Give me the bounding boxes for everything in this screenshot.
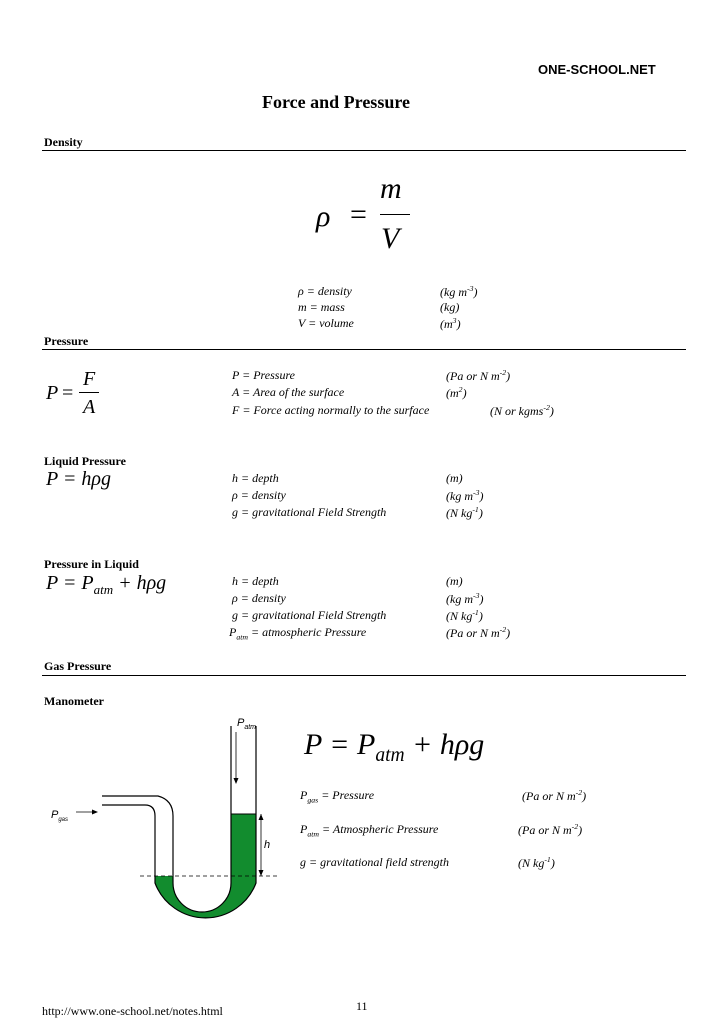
- gas-pressure-divider: [42, 675, 686, 676]
- variable-unit: (kg $m^{-3}$): [446, 591, 484, 606]
- footer-url-link[interactable]: http://www.one-school.net/notes.html: [42, 1004, 223, 1018]
- formula-lhs: ρ: [316, 200, 331, 233]
- variable-unit: (N $kg^{-1}$): [446, 505, 483, 520]
- variable-unit: (Pa or N $m^{-2}$): [446, 368, 511, 383]
- variable-definition: h = depth: [232, 471, 279, 485]
- density-heading: Density: [44, 135, 83, 149]
- height-label: h: [264, 839, 271, 851]
- variable-definition: ρ = density: [232, 488, 286, 502]
- variable-definition: P = Pressure: [232, 368, 295, 382]
- density-divider: [42, 150, 686, 151]
- fraction-bar: [79, 392, 99, 393]
- gas-pressure-heading: Gas Pressure: [44, 659, 112, 673]
- variable-unit: (kg): [440, 300, 460, 314]
- variable-unit: (N $kg^{-1}$): [446, 608, 483, 623]
- variable-definition: A = Area of the surface: [232, 385, 345, 399]
- pressure-in-liquid-formula: $P = P_{atm} + h\rho g$: [46, 572, 167, 597]
- gas-pressure-label: $P_{gas}$: [51, 809, 69, 823]
- variable-definition: h = depth: [232, 574, 279, 588]
- liquid-pressure-formula: P = hρg: [46, 468, 111, 490]
- variable-unit: (N $kg^{-1}$): [518, 855, 555, 870]
- variable-unit: $(m^2)$: [446, 385, 467, 400]
- height-arrow-head: [259, 870, 264, 876]
- pressure-heading: Pressure: [44, 334, 89, 348]
- fraction-bar: [380, 214, 410, 215]
- formula-denominator: V: [381, 222, 400, 255]
- liquid-pressure-heading: Liquid Pressure: [44, 454, 126, 468]
- pressure-divider: [42, 349, 686, 350]
- variable-definition: g = gravitational Field Strength: [232, 608, 387, 622]
- variable-definition: V = volume: [298, 316, 354, 330]
- page-title: Force and Pressure: [262, 92, 410, 112]
- variable-unit: (m): [446, 574, 463, 588]
- page-number: 11: [356, 999, 368, 1013]
- gas-inlet-tube: [102, 805, 155, 816]
- pressure-in-liquid-heading: Pressure in Liquid: [44, 557, 139, 571]
- variable-definition: ρ = density: [298, 284, 352, 298]
- variable-unit: (Pa or N $m^{-2}$): [446, 625, 511, 640]
- variable-definition: F = Force acting normally to the surface: [232, 403, 430, 417]
- formula-equals: =: [350, 198, 367, 231]
- formula-lhs: P: [46, 382, 59, 404]
- variable-definition: $P_{atm}$ = Atmospheric Pressure: [300, 822, 439, 839]
- variable-unit: (kg $m^{-3}$): [440, 284, 478, 299]
- variable-definition: m = mass: [298, 300, 345, 314]
- variable-definition: $P_{gas}$ = Pressure: [300, 788, 375, 805]
- manometer-fluid: [155, 814, 256, 918]
- formula-denominator: A: [83, 396, 96, 418]
- variable-definition: g = gravitational Field Strength: [232, 505, 387, 519]
- manometer-tube-inner: [173, 726, 231, 912]
- site-brand: ONE-SCHOOL.NET: [538, 62, 656, 77]
- variable-unit: (m): [446, 471, 463, 485]
- variable-definition: $P_{atm}$ = atmospheric Pressure: [229, 625, 367, 642]
- variable-unit: $(m^3)$: [440, 316, 461, 331]
- formula-numerator: F: [83, 368, 96, 390]
- gas-inlet-tube: [102, 796, 173, 816]
- variable-unit: (N or kgms$^{-2}$): [490, 403, 554, 418]
- variable-definition: ρ = density: [232, 591, 286, 605]
- height-arrow-head: [259, 814, 264, 820]
- variable-unit: (kg $m^{-3}$): [446, 488, 484, 503]
- variable-unit: (Pa or N $m^{-2}$): [522, 788, 587, 803]
- gas-pressure-arrow-head: [92, 810, 98, 815]
- manometer-heading: Manometer: [44, 694, 104, 708]
- formula-equals: =: [62, 382, 74, 404]
- variable-definition: g = gravitational field strength: [300, 855, 449, 869]
- atm-pressure-arrow-head: [234, 778, 239, 784]
- manometer-formula: $P = P_{atm} + h\rho g$: [304, 728, 485, 766]
- formula-numerator: m: [380, 172, 402, 205]
- variable-unit: (Pa or N $m^{-2}$): [518, 822, 583, 837]
- atm-pressure-label: $P_{atm}$: [237, 717, 257, 731]
- manometer-diagram: [40, 708, 300, 938]
